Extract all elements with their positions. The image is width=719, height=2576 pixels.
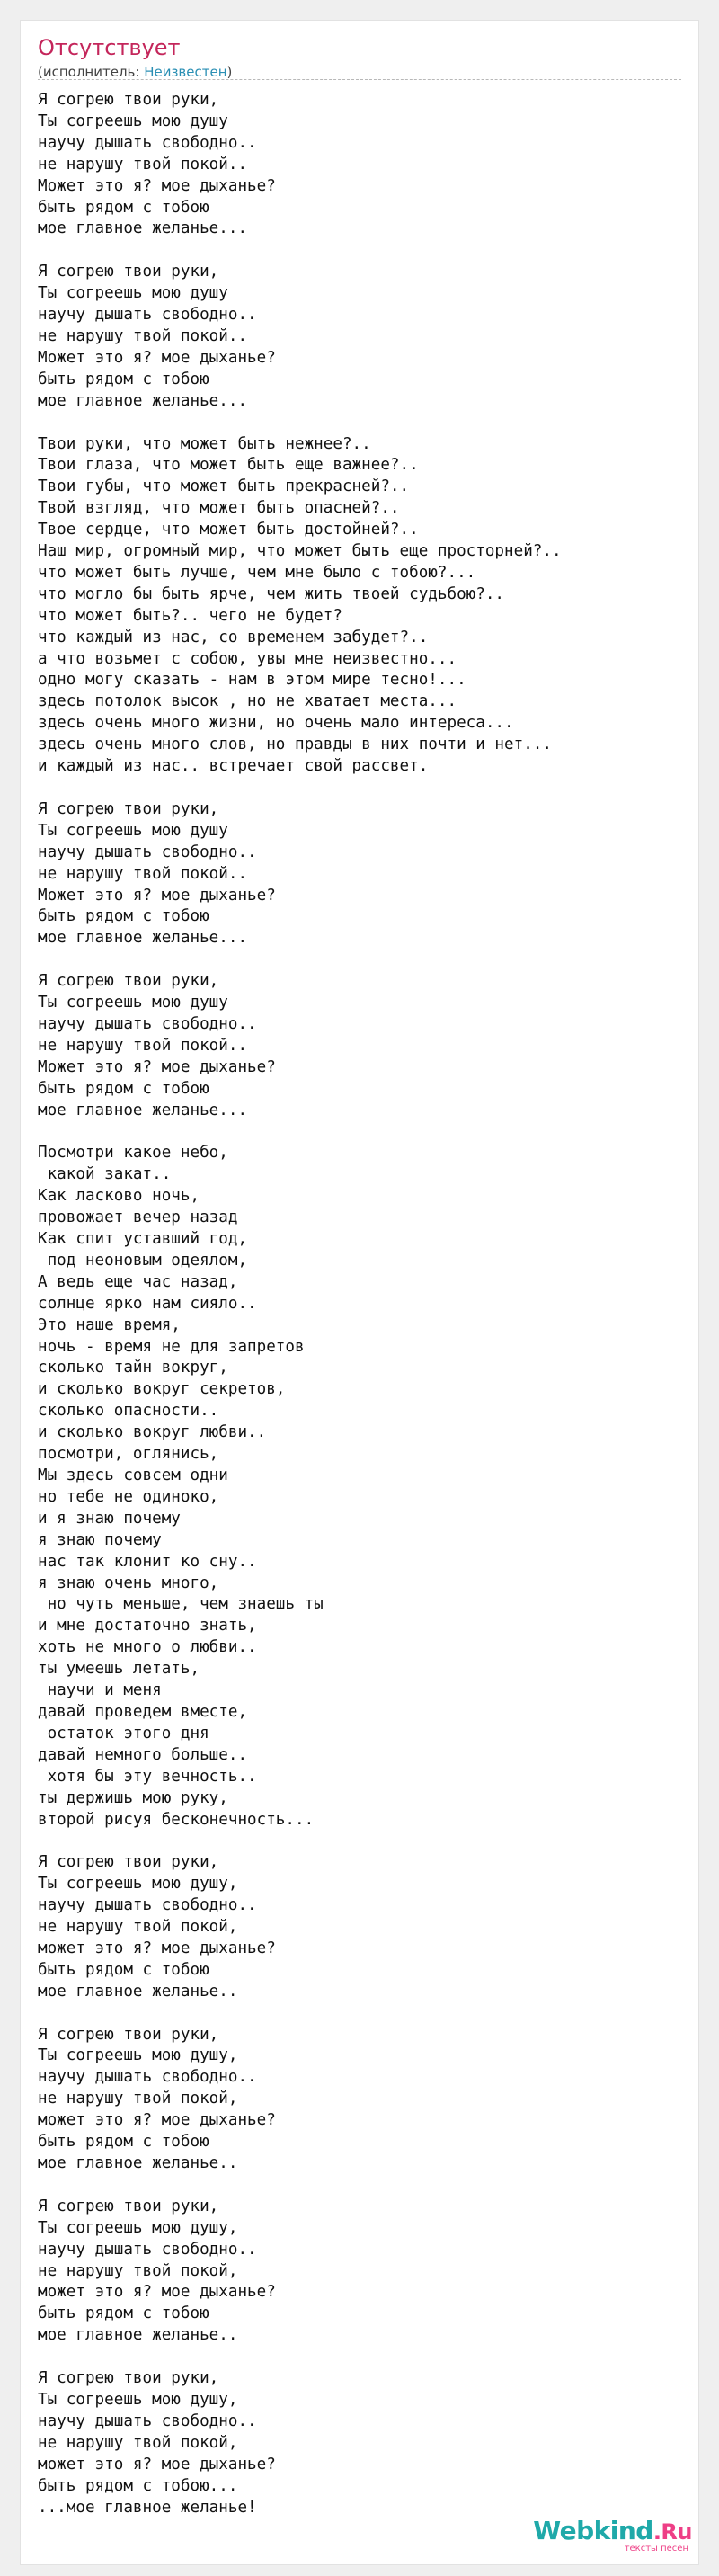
- logo-wordmark: [533, 2518, 692, 2545]
- song-title: Отсутствует: [38, 35, 181, 60]
- lyrics-text: Я согрею твои руки, Ты согреешь мою душу научу дышать свободно.. не нарушу твой покой.. Может это я? мое дыханье? быть рядом с тобою мое главное желанье... Я согрею твои руки, Ты согреешь мою душу научу дышать свободно.. не нарушу твой покой.. Может это я? мое дыханье? быть рядом с тобою мое главное желанье... Твои руки, что может быть нежнее?.. Твои глаза, что может быть еще важнее?.. Твои губы, что может быть прекрасней?.. Твой взгляд, что может быть опасней?.. Твое сердце, что может быть достойней?.. Наш мир, огромный мир, что может быть еще просторней?.. что может быть лучше, чем мне было с тобою?... что могло бы быть ярче, чем жить твоей судьбою?.. что может быть?.. чего не будет? что каждый из нас, со временем забудет?.. а что возьмет с собою, увы мне неизвестно... одно могу сказать - нам в этом мире тесно!... здесь потолок высок , но не хватает места... здесь очень много жизни, но очень мало интереса... здесь очень много слов, но правды в них почти и нет... и каждый из нас.. встречает свой рассвет. Я согрею твои руки, Ты согреешь мою душу научу дышать свободно.. не нарушу твой покой.. Может это я? мое дыханье? быть рядом с тобою мое главное желанье... Я согрею твои руки, Ты согреешь мою душу научу дышать свободно.. не нарушу твой покой.. Может это я? мое дыханье? быть рядом с тобою мое главное желанье... Посмотри какое небо, какой закат.. Как ласково ночь, провожает вечер назад Как спит уставший год, под неоновым одеялом, А ведь еще час назад, солнце ярко нам сияло.. Это наше время, ночь - время не для запретов сколько тайн вокруг, и сколько вокруг секретов, сколько опасности.. и сколько вокруг любви.. посмотри, оглянись, Мы здесь совсем одни но тебе не одиноко, и я знаю почему я знаю почему нас так клонит ко сну.. я знаю очень много, но чуть меньше, чем знаешь ты и мне достаточно знать, хоть не много о любви.. ты умеешь летать, научи и меня давай проведем вместе, остаток этого дня давай немного больше.. хотя бы эту вечность.. ты держишь мою руку, второй рисуя бесконечность... Я согрею твои руки, Ты согреешь мою душу, научу дышать свободно.. не нарушу твой покой, может это я? мое дыханье? быть рядом с тобою мое главное желанье.. Я согрею твои руки, Ты согреешь мою душу, научу дышать свободно.. не нарушу твой покой, может это я? мое дыханье? быть рядом с тобою мое главное желанье.. Я согрею твои руки, Ты согреешь мою душу, научу дышать свободно.. не нарушу твой покой, может это я? мое дыханье? быть рядом с тобою мое главное желанье.. Я согрею твои руки, Ты согреешь мою душу, научу дышать свободно.. не нарушу твой покой, может это я? мое дыханье? быть рядом с тобою... ...мое главное желанье!: [38, 91, 562, 2517]
- logo-main-text: Webkind: [533, 2516, 653, 2545]
- logo-tld: .Ru: [652, 2519, 692, 2545]
- site-logo[interactable]: [533, 2518, 692, 2554]
- header-divider: [38, 79, 681, 80]
- artist-line: [38, 63, 232, 81]
- logo-tagline: тексты песен: [624, 2544, 688, 2554]
- artist-suffix: ): [226, 64, 233, 80]
- artist-prefix: (исполнитель:: [38, 64, 145, 80]
- artist-link[interactable]: Неизвестен: [144, 64, 227, 80]
